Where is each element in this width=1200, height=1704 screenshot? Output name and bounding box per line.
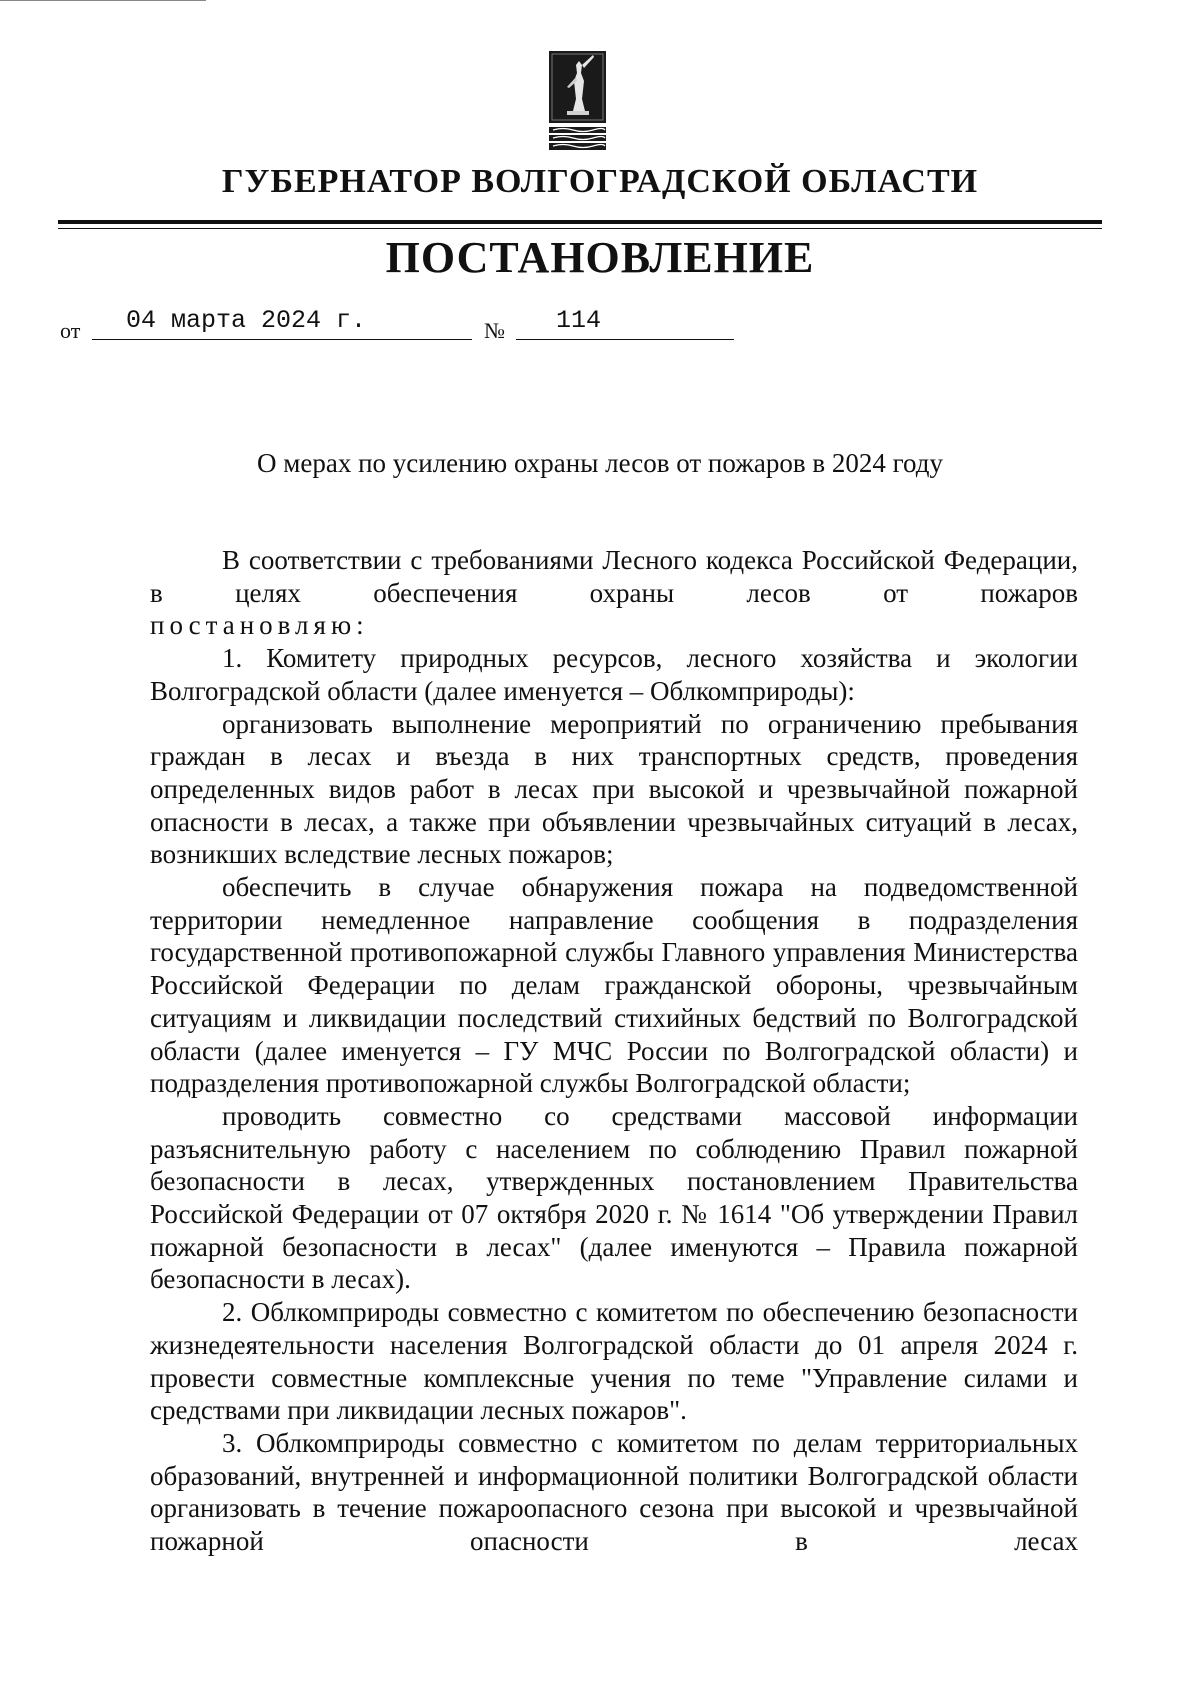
scan-corner-line	[0, 0, 206, 1]
body-paragraph: обеспечить в случае обнаружения пожара на подведомственной территории немедленное направление сообщения в подразделения государственной противопожарной службы Главного управления Министерства Российской Федерации по делам гражданской обороны, чрезвычайным ситуациям и ликвидации последствий стихийных бедствий по Волгоградской области (далее именуется – ГУ МЧС России по Волгоградской области) и подразделения противопожарной службы Волгоградской области;	[150, 872, 1078, 1099]
date-value: 04 марта 2024 г.	[126, 306, 367, 335]
document-meta-row	[60, 306, 760, 346]
date-field	[92, 306, 472, 340]
date-label: от	[60, 318, 81, 343]
coat-of-arms-icon	[549, 51, 606, 150]
issuing-authority: ГУБЕРНАТОР ВОЛГОГРАДСКОЙ ОБЛАСТИ	[221, 163, 979, 200]
document-body	[150, 544, 1078, 1558]
document-type-title: ПОСТАНОВЛЕНИЕ	[385, 233, 815, 282]
preamble-paragraph: В соответствии с требованиями Лесного кодекса Российской Федерации, в целях обеспечения охраны лесов от пожаров	[150, 545, 1078, 608]
header-rule-thin	[58, 228, 1102, 229]
body-paragraph: организовать выполнение мероприятий по ограничению пребывания граждан в лесах и въезда в них транспортных средств, проведения определенных видов работ в лесах при высокой и чрезвычайной пожарной опасности в лесах, а также при объявлении чрезвычайных ситуаций в лесах, возникших вследствие лесных пожаров;	[150, 708, 1078, 870]
body-paragraph: проводить совместно со средствами массовой информации разъяснительную работу с населением по соблюдению Правил пожарной безопасности в лесах, утвержденных постановлением Правительства Российской Федерации от 07 октября 2020 г. № 1614 "Об утверждении Правил пожарной безопасности в лесах" (далее именуются – Правила пожарной безопасности в лесах).	[150, 1100, 1078, 1295]
body-paragraph: 2. Облкомприроды совместно с комитетом по обеспечению безопасности жизнедеятельности населения Волгоградской области до 01 апреля 2024 г. провести совместные комплексные учения по теме "Управление силами и средствами при ликвидации лесных пожаров".	[150, 1297, 1078, 1426]
body-paragraph: 3. Облкомприроды совместно с комитетом по делам территориальных образований, внутренней и информационной политики Волгоградской области организовать в течение пожароопасного сезона при высокой и чрезвычайной пожарной опасности в лесах	[150, 1427, 1078, 1557]
number-label: №	[484, 318, 505, 343]
body-paragraph: 1. Комитету природных ресурсов, лесного хозяйства и экологии Волгоградской области (далее именуется – Облкомприроды):	[150, 643, 1078, 706]
header-rule-thick	[58, 220, 1102, 224]
number-value: 114	[556, 306, 602, 335]
number-field	[516, 306, 734, 340]
document-subject: О мерах по усилению охраны лесов от пожаров в 2024 году	[257, 448, 943, 478]
resolve-word: постановляю:	[150, 610, 369, 641]
